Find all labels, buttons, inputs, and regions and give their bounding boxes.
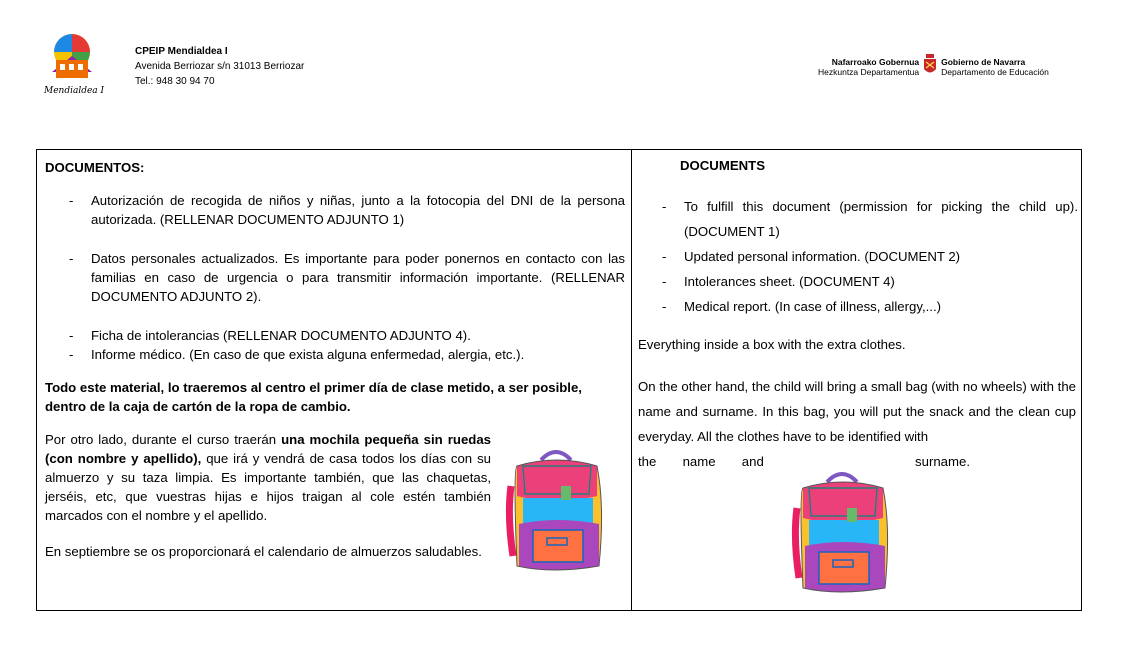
word-name: name	[682, 454, 716, 469]
left-list	[45, 326, 625, 364]
gov-es-line2: Departamento de Educación	[941, 67, 1049, 77]
right-item: - To fulfill this document (permission for picking the child up). (DOCUMENT 1)	[638, 194, 1078, 244]
left-paragraph-backpack	[45, 430, 491, 525]
word-surname: surname.	[915, 454, 970, 469]
navarra-shield-icon	[922, 53, 938, 82]
word-and: and	[741, 454, 764, 469]
school-name: CPEIP Mendialdea I	[135, 46, 228, 57]
right-title: DOCUMENTS	[680, 158, 765, 173]
p1-text-c: que irá y vendrá de casa todos los días con su almuerzo y su taza limpia. Es importante también, que las chaquetas, jerséis, etc, que vuestras hijas e hijos traigan al cole estén también marcados con el nombre y el apellido.	[45, 451, 492, 523]
page-header	[0, 0, 1121, 110]
backpack-icon	[789, 468, 895, 603]
right-item: - Medical report. (In case of illness, allergy,...)	[638, 294, 1078, 319]
left-list	[45, 191, 625, 229]
right-item: - Intolerances sheet. (DOCUMENT 4)	[638, 269, 1078, 294]
school-info	[135, 44, 304, 89]
left-bold-note: Todo este material, lo traeremos al centro el primer día de clase metido, a ser posible, dentro de la caja de cartón de la ropa de cambio.	[45, 380, 582, 414]
p1-text-a: Por otro lado, durante el curso traerán	[45, 432, 282, 447]
left-item: - Informe médico. (En caso de que exista alguna enfermedad, alergia, etc.).	[45, 345, 625, 364]
right-paragraph-bag	[638, 374, 1076, 474]
left-item: - Autorización de recogida de niños y niñas, junto a la fotocopia del DNI de la persona autorizada. (RELLENAR DOCUMENTO ADJUNTO 1)	[45, 191, 625, 229]
gov-eus-line1: Nafarroako Gobernua	[831, 57, 920, 67]
left-item: - Ficha de intolerancias (RELLENAR DOCUMENTO ADJUNTO 4).	[45, 326, 625, 345]
left-item: - Datos personales actualizados. Es importante para poder ponernos en contacto con las familias en caso de urgencia o para transmitir información importante. (RELLENAR DOCUMENTO ADJUNTO 2).	[45, 249, 625, 306]
gov-es-line1: Gobierno de Navarra	[941, 57, 1026, 67]
left-title: DOCUMENTOS:	[45, 160, 145, 175]
right-p2-text: On the other hand, the child will bring a small bag (with no wheels) with the name and surname. In this bag, you will put the snack and the clean cup everyday. All the clothes have to be identified with	[638, 379, 1076, 444]
svg-text:Mendialdea I: Mendialdea I	[44, 86, 105, 96]
column-divider	[631, 150, 632, 610]
right-paragraph-box: Everything inside a box with the extra clothes.	[638, 337, 906, 352]
left-list	[45, 249, 625, 306]
school-address: Avenida Berriozar s/n 31013 Berriozar	[135, 61, 305, 72]
documents-table	[36, 149, 1082, 611]
school-logo-icon	[42, 32, 114, 96]
p1-text-bold: una mochila pequeña sin ruedas (con nombre y apellido),	[45, 432, 491, 466]
government-logo	[818, 53, 1049, 81]
right-item: - Updated personal information. (DOCUMENT 2)	[638, 244, 1078, 269]
right-list	[638, 194, 1078, 319]
word-the: the	[638, 454, 657, 469]
gov-eus-line2: Hezkuntza Departamentua	[818, 67, 920, 77]
school-phone: Tel.: 948 30 94 70	[135, 76, 215, 87]
left-paragraph-calendar: En septiembre se os proporcionará el calendario de almuerzos saludables.	[45, 544, 482, 559]
backpack-icon	[503, 446, 609, 581]
